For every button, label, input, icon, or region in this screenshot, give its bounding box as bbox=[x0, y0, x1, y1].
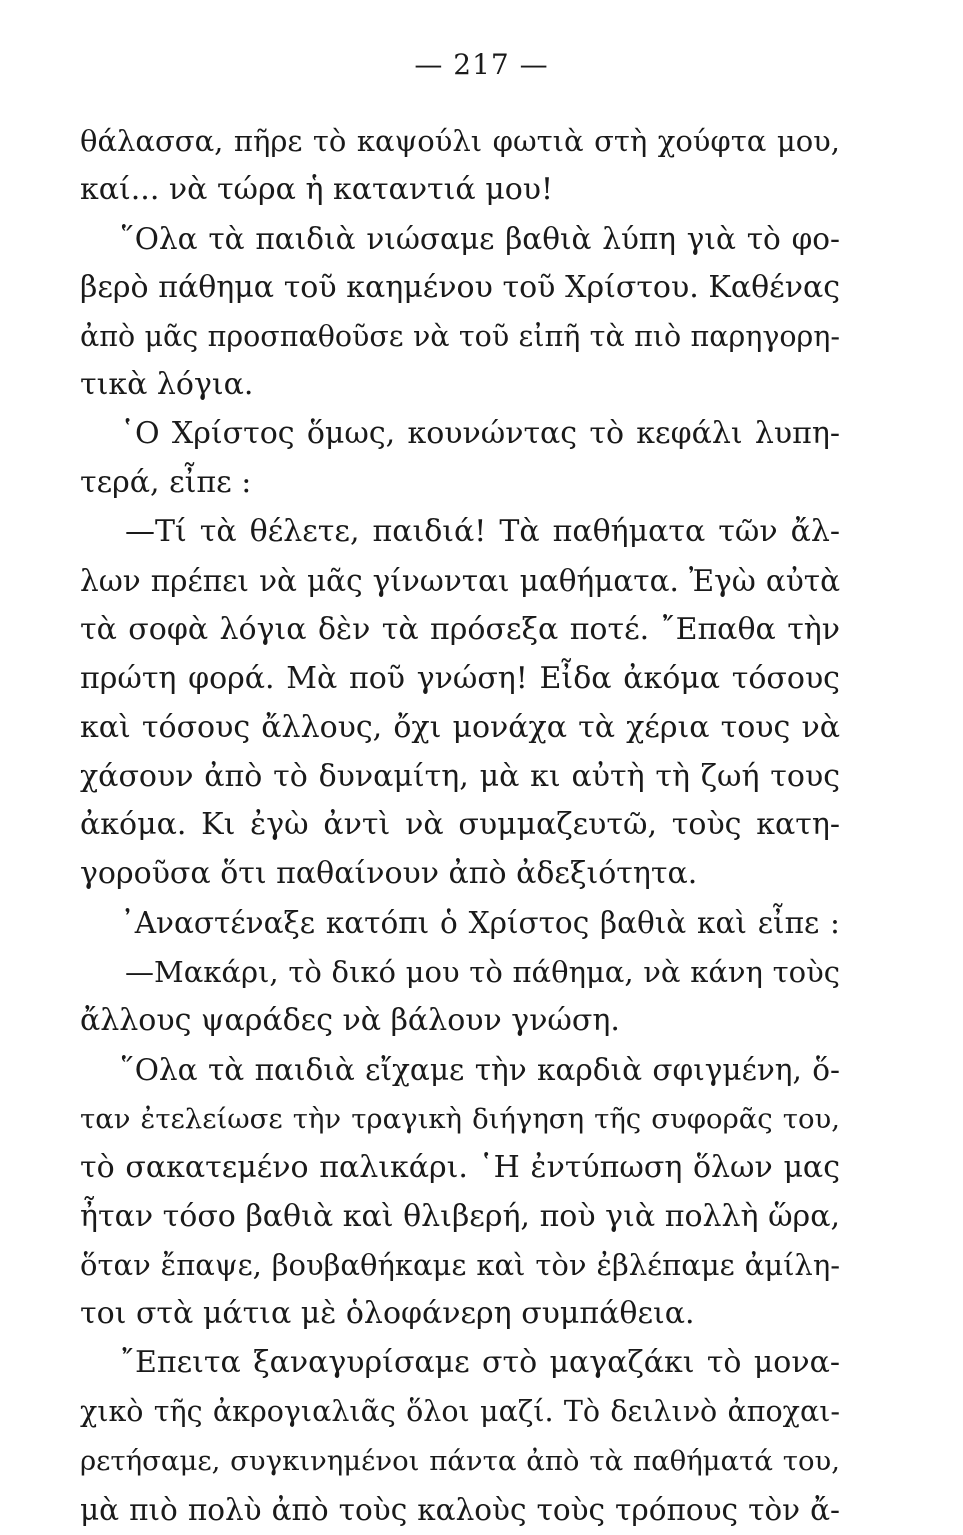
text-line: ὅταν ἔπαψε, βουβαθήκαμε καὶ τὸν ἐβλέπαμε ἀμίλη- bbox=[80, 1248, 840, 1283]
text-line: γοροῦσα ὅτι παθαίνουν ἀπὸ ἀδεξιότητα. bbox=[80, 856, 698, 892]
body-text bbox=[80, 117, 840, 1535]
text-line: τικὰ λόγια. bbox=[80, 367, 254, 403]
text-line: —Μακάρι, τὸ δικό μου τὸ πάθημα, νὰ κάνη τοὺς bbox=[125, 955, 840, 990]
text-line: βερὸ πάθημα τοῦ καημένου τοῦ Χρίστου. Καθένας bbox=[80, 269, 840, 305]
text-line: χάσουν ἀπὸ τὸ δυναμίτη, μὰ κι αὐτὴ τὴ ζωή τους bbox=[80, 758, 840, 794]
text-line: τερά, εἶπε : bbox=[80, 465, 252, 501]
text-line: καὶ τόσους ἄλλους, ὄχι μονάχα τὰ χέρια τους νὰ bbox=[80, 709, 840, 745]
text-line: λων πρέπει νὰ μᾶς γίνωνται μαθήματα. Ἐγὼ αὐτὰ bbox=[80, 564, 840, 599]
text-line: καί... νὰ τώρα ἡ καταντιά μου! bbox=[80, 171, 554, 207]
text-line: ῎Επειτα ξαναγυρίσαμε στὸ μαγαζάκι τὸ μονα- bbox=[120, 1345, 840, 1381]
text-line: τοι στὰ μάτια μὲ ὁλοφάνερη συμπάθεια. bbox=[80, 1296, 695, 1332]
text-line: ἀκόμα. Κι ἐγὼ ἀντὶ νὰ συμμαζευτῶ, τοὺς κατη- bbox=[80, 807, 840, 843]
text-line: ῞Ολα τὰ παιδιὰ νιώσαμε βαθιὰ λύπη γιὰ τὸ φο- bbox=[120, 221, 840, 256]
text-line: ᾿Αναστέναξε κατόπι ὁ Χρίστος βαθιὰ καὶ εἶπε : bbox=[120, 906, 840, 941]
page-number: — 217 — bbox=[414, 48, 549, 81]
text-line: πρώτη φορά. Μὰ ποῦ γνώση! Εἶδα ἀκόμα τόσους bbox=[80, 660, 840, 696]
text-line: —Τί τὰ θέλετε, παιδιά! Τὰ παθήματα τῶν ἄλ- bbox=[125, 514, 840, 550]
text-line: θάλασσα, πῆρε τὸ καψούλι φωτιὰ στὴ χούφτα μου, bbox=[80, 124, 840, 158]
text-line: ῞Ολα τὰ παιδιὰ εἴχαμε τὴν καρδιὰ σφιγμένη, ὅ- bbox=[120, 1052, 840, 1087]
text-line: ἦταν τόσο βαθιὰ καὶ θλιβερή, ποὺ γιὰ πολλὴ ὥρα, bbox=[80, 1198, 840, 1234]
text-line: ἀπὸ μᾶς προσπαθοῦσε νὰ τοῦ εἰπῆ τὰ πιὸ παρηγορη- bbox=[80, 319, 840, 353]
text-line: ῾Ο Χρίστος ὅμως, κουνώντας τὸ κεφάλι λυπη- bbox=[120, 416, 840, 452]
text-line: ταν ἐτελείωσε τὴν τραγικὴ διήγηση τῆς συφορᾶς του, bbox=[80, 1102, 840, 1135]
text-line: ἄλλους ψαράδες νὰ βάλουν γνώση. bbox=[80, 1003, 620, 1039]
text-line: ρετήσαμε, συγκινημένοι πάντα ἀπὸ τὰ παθήματά του, bbox=[80, 1445, 840, 1478]
text-line: μὰ πιὸ πολὺ ἀπὸ τοὺς καλοὺς τοὺς τρόπους τὸν ἄ- bbox=[80, 1492, 840, 1527]
text-line: τὰ σοφὰ λόγια δὲν τὰ πρόσεξα ποτέ. ῎Επαθα τὴν bbox=[80, 611, 840, 647]
text-line: τὸ σακατεμένο παλικάρι. ῾Η ἐντύπωση ὅλων μας bbox=[80, 1149, 840, 1185]
text-line: χικὸ τῆς ἀκρογιαλιᾶς ὅλοι μαζί. Τὸ δειλινὸ ἀποχαι- bbox=[80, 1395, 840, 1429]
